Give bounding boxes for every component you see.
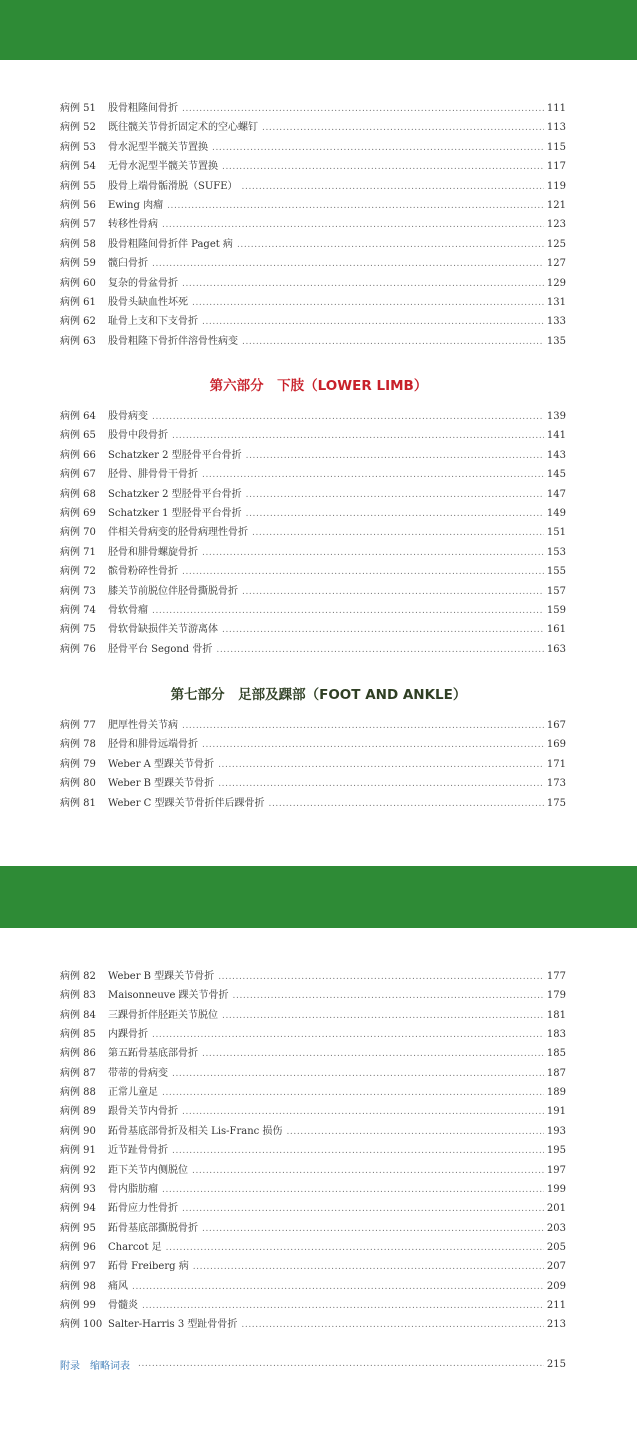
toc-entry[interactable] xyxy=(60,1317,566,1333)
page-number: 125 xyxy=(546,238,566,250)
toc-entry[interactable] xyxy=(60,776,566,792)
toc-entry[interactable] xyxy=(60,256,566,272)
leader-dots xyxy=(162,1182,544,1198)
leader-dots xyxy=(193,1259,544,1275)
leader-dots xyxy=(202,1221,544,1237)
leader-dots xyxy=(246,448,544,464)
leader-dots xyxy=(152,256,544,272)
page-number: 179 xyxy=(546,990,566,1002)
leader-dots xyxy=(222,622,544,638)
page-number: 135 xyxy=(546,335,566,347)
toc-entry[interactable] xyxy=(60,101,566,117)
case-title: 带蒂的骨病变 xyxy=(108,1067,168,1079)
leader-dots xyxy=(138,1359,544,1369)
page-number: 159 xyxy=(546,605,566,616)
page-number: 171 xyxy=(546,758,566,770)
case-title: 股骨头缺血性坏死 xyxy=(108,297,188,308)
toc-entry[interactable] xyxy=(60,1143,566,1159)
case-title: 跖骨应力性骨折 xyxy=(108,1203,178,1215)
case-number: 病例 60 xyxy=(60,277,96,289)
case-number: 病例 84 xyxy=(60,1009,96,1021)
case-number: 病例 87 xyxy=(60,1067,96,1079)
case-number: 病例 53 xyxy=(60,141,96,153)
leader-dots xyxy=(166,1240,544,1256)
case-number: 病例 94 xyxy=(60,1203,96,1215)
leader-dots xyxy=(202,737,544,753)
leader-dots xyxy=(286,1124,543,1140)
case-title: Weber B 型踝关节骨折 xyxy=(108,971,215,982)
toc-entry[interactable] xyxy=(60,988,566,1004)
leader-dots xyxy=(242,334,544,350)
leader-dots xyxy=(202,545,544,561)
case-title: 既往髋关节骨折固定术的空心螺钉 xyxy=(108,122,258,134)
case-number: 病例 56 xyxy=(60,200,96,211)
case-title: 距下关节内侧脱位 xyxy=(108,1164,188,1176)
case-title: 三踝骨折伴胫距关节脱位 xyxy=(108,1009,218,1021)
case-number: 病例 98 xyxy=(60,1280,96,1292)
case-number: 病例 85 xyxy=(60,1029,96,1041)
case-number: 病例 86 xyxy=(60,1048,96,1060)
toc-entry[interactable] xyxy=(60,718,566,734)
case-title: 骨软骨缺损伴关节游离体 xyxy=(108,624,218,636)
page-number: 169 xyxy=(546,739,566,751)
case-title: Weber A 型踝关节骨折 xyxy=(108,758,215,770)
leader-dots xyxy=(222,159,544,175)
page-number: 197 xyxy=(546,1164,566,1176)
toc-entry[interactable] xyxy=(60,314,566,330)
case-title: 跖骨基底部骨折及相关 Lis-Franc 损伤 xyxy=(108,1125,283,1137)
toc-entry[interactable] xyxy=(60,1066,566,1082)
leader-dots xyxy=(172,428,544,444)
toc-entry[interactable] xyxy=(60,1104,566,1120)
case-number: 病例 73 xyxy=(60,585,96,597)
toc-entry[interactable] xyxy=(60,467,566,483)
case-title: 骨内脂肪瘤 xyxy=(108,1183,158,1195)
case-title: 胫骨和腓骨螺旋骨折 xyxy=(108,546,198,558)
case-number: 病例 68 xyxy=(60,488,96,500)
page-number: 145 xyxy=(546,469,566,481)
case-title: 骨水泥型半髋关节置换 xyxy=(108,141,208,153)
leader-dots xyxy=(212,140,544,156)
leader-dots xyxy=(172,1143,544,1159)
case-number: 病例 77 xyxy=(60,720,96,731)
toc-entry[interactable] xyxy=(60,969,566,985)
case-number: 病例 93 xyxy=(60,1183,96,1195)
case-number: 病例 91 xyxy=(60,1145,96,1157)
leader-dots xyxy=(182,1104,544,1120)
toc-entry[interactable] xyxy=(60,564,566,580)
leader-dots xyxy=(152,1027,544,1043)
top-green-band xyxy=(0,0,637,60)
case-title: 胫骨、腓骨骨干骨折 xyxy=(108,469,198,481)
page-number: 143 xyxy=(546,449,566,461)
case-number: 病例 89 xyxy=(60,1106,96,1118)
toc-entry[interactable] xyxy=(60,487,566,503)
toc-entry[interactable] xyxy=(60,1298,566,1314)
case-title: 髌骨粉碎性骨折 xyxy=(108,566,178,578)
case-number: 病例 96 xyxy=(60,1241,96,1253)
case-number: 病例 62 xyxy=(60,316,96,328)
case-title: 股骨中段骨折 xyxy=(108,430,168,442)
case-title: 骨髓炎 xyxy=(108,1299,138,1311)
leader-dots xyxy=(218,969,544,985)
case-number: 病例 74 xyxy=(60,605,96,616)
case-number: 病例 58 xyxy=(60,238,96,250)
case-title: 跖骨 Freiberg 病 xyxy=(108,1261,189,1273)
leader-dots xyxy=(192,1163,544,1179)
page-number: 201 xyxy=(546,1203,566,1215)
toc-entry[interactable] xyxy=(60,295,566,311)
toc-entry[interactable] xyxy=(60,545,566,561)
toc-entry[interactable] xyxy=(60,217,566,233)
toc-entry[interactable] xyxy=(60,1046,566,1062)
case-title: 转移性骨病 xyxy=(108,219,158,231)
page-number: 129 xyxy=(546,277,566,289)
case-title: 耻骨上支和下支骨折 xyxy=(108,316,198,328)
toc-entry[interactable] xyxy=(60,737,566,753)
case-number: 病例 72 xyxy=(60,566,96,578)
case-title: Schatzker 2 型胫骨平台骨折 xyxy=(108,449,242,461)
case-title: 伴相关骨病变的胫骨病理性骨折 xyxy=(108,527,248,539)
case-title: Charcot 足 xyxy=(108,1241,162,1253)
page-number: 173 xyxy=(546,778,566,790)
case-title: 内踝骨折 xyxy=(108,1029,148,1041)
leader-dots xyxy=(182,718,544,734)
page-number: 191 xyxy=(546,1106,566,1118)
leader-dots xyxy=(216,642,544,658)
page-number: 177 xyxy=(546,971,566,982)
case-title: 跟骨关节内骨折 xyxy=(108,1106,178,1118)
case-number: 病例 59 xyxy=(60,258,96,270)
case-title: 正常儿童足 xyxy=(108,1087,158,1099)
page-number: 167 xyxy=(546,720,566,731)
case-title: 第五跖骨基底部骨折 xyxy=(108,1048,198,1060)
appendix-entry[interactable] xyxy=(60,1356,566,1372)
case-number: 病例 66 xyxy=(60,449,96,461)
page-number: 151 xyxy=(546,527,566,539)
toc-entry[interactable] xyxy=(60,1085,566,1101)
case-title: 股骨粗隆下骨折伴溶骨性病变 xyxy=(108,335,238,347)
toc-entry[interactable] xyxy=(60,796,566,812)
leader-dots xyxy=(152,603,544,619)
case-title: 骨软骨瘤 xyxy=(108,605,148,616)
case-title: 股骨粗隆间骨折 xyxy=(108,103,178,114)
case-title: Weber C 型踝关节骨折伴后踝骨折 xyxy=(108,797,265,809)
leader-dots xyxy=(182,1201,544,1217)
toc-entry[interactable] xyxy=(60,409,566,425)
toc-entry[interactable] xyxy=(60,198,566,214)
case-number: 病例 70 xyxy=(60,527,96,539)
leader-dots xyxy=(242,584,544,600)
toc-entry[interactable] xyxy=(60,448,566,464)
page-number: 147 xyxy=(546,488,566,500)
leader-dots xyxy=(182,276,544,292)
toc-entry[interactable] xyxy=(60,334,566,350)
case-number: 病例 100 xyxy=(60,1319,103,1331)
page-number: 163 xyxy=(546,643,566,655)
page-number: 161 xyxy=(546,624,566,636)
page-number: 205 xyxy=(546,1241,566,1253)
case-title: 复杂的骨盆骨折 xyxy=(108,277,178,289)
page-number: 117 xyxy=(546,161,566,173)
page-number: 121 xyxy=(546,200,566,211)
page-number: 195 xyxy=(546,1145,566,1157)
toc-entry[interactable] xyxy=(60,757,566,773)
toc-entry[interactable] xyxy=(60,584,566,600)
case-number: 病例 92 xyxy=(60,1164,96,1176)
toc-entry[interactable] xyxy=(60,1279,566,1295)
case-title: 髋臼骨折 xyxy=(108,258,148,270)
leader-dots xyxy=(202,467,544,483)
page-number: 141 xyxy=(546,430,566,442)
case-number: 病例 52 xyxy=(60,122,96,134)
leader-dots xyxy=(237,237,544,253)
leader-dots xyxy=(262,120,544,136)
toc-entry[interactable] xyxy=(60,1221,566,1237)
page-number: 213 xyxy=(546,1319,566,1331)
leader-dots xyxy=(202,1046,544,1062)
leader-dots xyxy=(172,1066,544,1082)
case-title: 无骨水泥型半髋关节置换 xyxy=(108,161,218,173)
case-number: 病例 99 xyxy=(60,1299,96,1311)
part-seven-heading: 第七部分 足部及踝部（FOOT AND ANKLE） xyxy=(170,687,467,703)
toc-entry[interactable] xyxy=(60,1201,566,1217)
case-title: 股骨上端骨骺滑脱（SUFE） xyxy=(108,180,238,192)
page-number: 187 xyxy=(546,1067,566,1079)
leader-dots xyxy=(242,179,544,195)
toc-entry[interactable] xyxy=(60,1163,566,1179)
toc-entry[interactable] xyxy=(60,506,566,522)
toc-entry[interactable] xyxy=(60,1182,566,1198)
case-number: 病例 95 xyxy=(60,1222,96,1234)
page-number: 209 xyxy=(546,1280,566,1292)
case-number: 病例 83 xyxy=(60,990,96,1002)
case-number: 病例 78 xyxy=(60,739,96,751)
case-number: 病例 97 xyxy=(60,1261,96,1273)
leader-dots xyxy=(222,1008,544,1024)
case-number: 病例 63 xyxy=(60,335,96,347)
case-number: 病例 54 xyxy=(60,161,96,173)
page-number: 139 xyxy=(546,411,566,422)
toc-entry[interactable] xyxy=(60,622,566,638)
case-number: 病例 90 xyxy=(60,1125,96,1137)
leader-dots xyxy=(152,409,544,425)
page-number: 189 xyxy=(546,1087,566,1099)
toc-entry[interactable] xyxy=(60,120,566,136)
page-number: 133 xyxy=(546,316,566,328)
leader-dots xyxy=(202,314,544,330)
case-title: 肥厚性骨关节病 xyxy=(108,720,178,731)
case-title: 股骨病变 xyxy=(108,411,148,422)
case-number: 病例 75 xyxy=(60,624,96,636)
case-number: 病例 55 xyxy=(60,180,96,192)
toc-entry[interactable] xyxy=(60,237,566,253)
toc-entry[interactable] xyxy=(60,642,566,658)
appendix-page-number: 215 xyxy=(546,1358,566,1370)
case-title: 股骨粗隆间骨折伴 Paget 病 xyxy=(108,238,233,250)
case-number: 病例 65 xyxy=(60,430,96,442)
leader-dots xyxy=(167,198,544,214)
toc-entry[interactable] xyxy=(60,179,566,195)
page-number: 185 xyxy=(546,1048,566,1060)
page-number: 157 xyxy=(546,585,566,597)
case-number: 病例 57 xyxy=(60,219,96,231)
page-number: 119 xyxy=(546,180,566,192)
leader-dots xyxy=(218,757,544,773)
page-number: 149 xyxy=(546,508,566,519)
part-six-heading: 第六部分 下肢（LOWER LIMB） xyxy=(209,378,428,394)
page-number: 199 xyxy=(546,1183,566,1195)
leader-dots xyxy=(246,487,544,503)
case-title: 胫骨和腓骨远端骨折 xyxy=(108,739,198,751)
middle-green-band xyxy=(0,866,637,928)
page-number: 183 xyxy=(546,1029,566,1041)
leader-dots xyxy=(241,1317,544,1333)
leader-dots xyxy=(218,776,544,792)
leader-dots xyxy=(233,988,544,1004)
toc-entry[interactable] xyxy=(60,276,566,292)
page-number: 193 xyxy=(546,1125,566,1137)
leader-dots xyxy=(182,101,544,117)
leader-dots xyxy=(162,1085,544,1101)
case-title: 跖骨基底部撕脱骨折 xyxy=(108,1222,198,1234)
toc-entry[interactable] xyxy=(60,1027,566,1043)
page-number: 153 xyxy=(546,546,566,558)
leader-dots xyxy=(182,564,544,580)
page-number: 211 xyxy=(546,1299,566,1311)
toc-entry[interactable] xyxy=(60,140,566,156)
page-number: 155 xyxy=(546,566,566,578)
page-number: 175 xyxy=(546,797,566,809)
case-number: 病例 61 xyxy=(60,297,96,308)
page-number: 111 xyxy=(546,103,566,114)
toc-entry[interactable] xyxy=(60,1259,566,1275)
case-number: 病例 69 xyxy=(60,508,96,519)
case-number: 病例 79 xyxy=(60,758,96,770)
toc-entry[interactable] xyxy=(60,159,566,175)
page-number: 113 xyxy=(546,122,566,134)
case-number: 病例 71 xyxy=(60,546,96,558)
toc-entry[interactable] xyxy=(60,1124,566,1140)
page-number: 203 xyxy=(546,1222,566,1234)
case-title: 痛风 xyxy=(108,1280,128,1292)
case-title: Schatzker 2 型胫骨平台骨折 xyxy=(108,488,242,500)
case-title: Weber B 型踝关节骨折 xyxy=(108,778,215,790)
page-number: 131 xyxy=(546,297,566,308)
case-number: 病例 51 xyxy=(60,103,96,114)
page-number: 123 xyxy=(546,219,566,231)
case-title: Maisonneuve 踝关节骨折 xyxy=(108,990,229,1002)
case-number: 病例 80 xyxy=(60,778,96,790)
toc-entry[interactable] xyxy=(60,428,566,444)
leader-dots xyxy=(162,217,544,233)
leader-dots xyxy=(269,796,544,812)
page-number: 181 xyxy=(546,1009,566,1021)
toc-entry[interactable] xyxy=(60,525,566,541)
case-number: 病例 88 xyxy=(60,1087,96,1099)
case-number: 病例 67 xyxy=(60,469,96,481)
toc-entry[interactable] xyxy=(60,1008,566,1024)
leader-dots xyxy=(192,295,544,311)
case-title: 胫骨平台 Segond 骨折 xyxy=(108,643,213,655)
case-title: Salter-Harris 3 型趾骨骨折 xyxy=(108,1319,238,1331)
toc-entry[interactable] xyxy=(60,603,566,619)
leader-dots xyxy=(142,1298,544,1314)
case-title: 膝关节前脱位伴胫骨撕脱骨折 xyxy=(108,585,238,597)
appendix-label: 附录 缩略词表 xyxy=(60,1360,130,1372)
case-number: 病例 64 xyxy=(60,411,96,422)
leader-dots xyxy=(246,506,544,522)
page-number: 207 xyxy=(546,1261,566,1273)
case-number: 病例 81 xyxy=(60,797,96,809)
case-title: 近节趾骨骨折 xyxy=(108,1145,168,1157)
case-number: 病例 76 xyxy=(60,643,96,655)
toc-entry[interactable] xyxy=(60,1240,566,1256)
case-title: Schatzker 1 型胫骨平台骨折 xyxy=(108,508,242,519)
case-number: 病例 82 xyxy=(60,971,96,982)
leader-dots xyxy=(252,525,544,541)
page-number: 115 xyxy=(546,141,566,153)
case-title: Ewing 肉瘤 xyxy=(108,200,164,211)
page-number: 127 xyxy=(546,258,566,270)
leader-dots xyxy=(132,1279,544,1295)
